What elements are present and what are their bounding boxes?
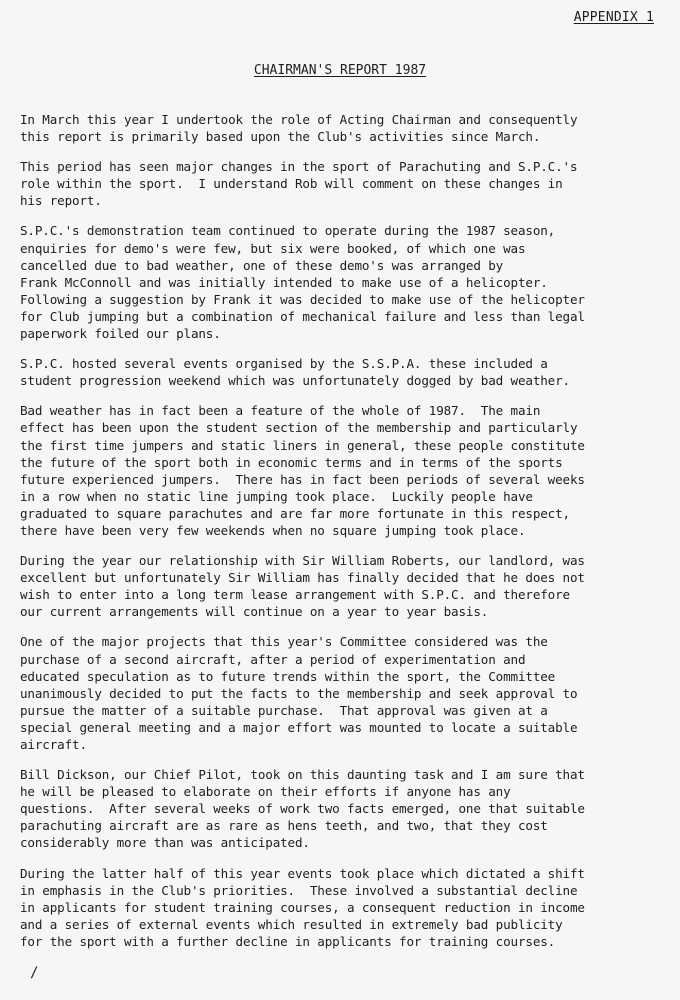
- text-line: Frank McConnoll and was initially intended to make use of a helicopter.: [20, 274, 548, 290]
- paragraph: [20, 222, 670, 342]
- text-line: in a row when no static line jumping took place. Luckily people have: [20, 488, 533, 504]
- text-line: S.P.C.'s demonstration team continued to operate during the 1987 season,: [20, 223, 556, 239]
- text-line: the future of the sport both in economic terms and in terms of the sports: [20, 454, 563, 470]
- paragraph: [20, 158, 670, 209]
- text-line: graduated to square parachutes and are far more fortunate in this respect,: [20, 505, 570, 521]
- text-line: pursue the matter of a suitable purchase. That approval was given at a: [20, 702, 548, 718]
- text-line: questions. After several weeks of work two facts emerged, one that suitable: [20, 801, 585, 817]
- appendix-label: APPENDIX 1: [573, 10, 654, 25]
- text-line: enquiries for demo's were few, but six were booked, of which one was: [20, 240, 526, 256]
- text-line: S.P.C. hosted several events organised by the S.S.P.A. these included a: [20, 356, 548, 372]
- paragraph: [20, 402, 670, 539]
- paragraph: [20, 766, 670, 851]
- text-line: unanimously decided to put the facts to the membership and seek approval to: [20, 685, 578, 701]
- text-line: aircraft.: [20, 737, 87, 752]
- text-line: for Club jumping but a combination of mechanical failure and less than legal: [20, 308, 585, 324]
- text-line: One of the major projects that this year's Committee considered was the: [20, 634, 548, 650]
- text-line: special general meeting and a major effort was mounted to locate a suitable: [20, 719, 578, 735]
- text-line: student progression weekend which was unfortunately dogged by bad weather.: [20, 373, 570, 389]
- text-line: in emphasis in the Club's priorities. These involved a substantial decline: [20, 882, 578, 898]
- text-line: paperwork foiled our plans.: [20, 326, 221, 342]
- text-line: this report is primarily based upon the Club's activities since March.: [20, 129, 541, 145]
- text-line: he will be pleased to elaborate on their efforts if anyone has any: [20, 784, 511, 800]
- text-line: role within the sport. I understand Rob will comment on these changes in: [20, 176, 563, 192]
- text-line: Following a suggestion by Frank it was decided to make use of the helicopter: [20, 291, 585, 307]
- text-line: parachuting aircraft are as rare as hens teeth, and two, that they cost: [20, 818, 548, 834]
- paragraph: [20, 633, 670, 753]
- text-line: educated speculation as to future trends within the sport, the Committee: [20, 668, 556, 684]
- page-mark: /: [30, 965, 39, 981]
- text-line: considerably more than was anticipated.: [20, 835, 310, 851]
- text-line: and a series of external events which resulted in extremely bad publicity: [20, 916, 563, 932]
- report-body: [20, 111, 670, 963]
- paragraph: [20, 865, 670, 950]
- text-line: the first time jumpers and static liners in general, these people constitute: [20, 437, 585, 453]
- text-line: During the latter half of this year events took place which dictated a shift: [20, 865, 585, 881]
- text-line: excellent but unfortunately Sir William has finally decided that he does not: [20, 570, 585, 586]
- text-line: there have been very few weekends when no square jumping took place.: [20, 522, 526, 538]
- text-line: Bill Dickson, our Chief Pilot, took on this daunting task and I am sure that: [20, 767, 585, 783]
- text-line: During the year our relationship with Sir William Roberts, our landlord, was: [20, 553, 585, 569]
- text-line: Bad weather has in fact been a feature of the whole of 1987. The main: [20, 403, 541, 419]
- text-line: In March this year I undertook the role of Acting Chairman and consequently: [20, 112, 578, 127]
- text-line: his report.: [20, 193, 102, 209]
- text-line: in applicants for student training courses, a consequent reduction in income: [20, 899, 585, 915]
- paragraph: [20, 552, 670, 620]
- text-line: wish to enter into a long term lease arrangement with S.P.C. and therefore: [20, 587, 570, 603]
- text-line: for the sport with a further decline in applicants for training courses.: [20, 933, 556, 949]
- report-title: CHAIRMAN'S REPORT 1987: [253, 63, 427, 78]
- text-line: our current arrangements will continue on a year to year basis.: [20, 604, 489, 620]
- text-line: future experienced jumpers. There has in fact been periods of several weeks: [20, 471, 585, 487]
- text-line: cancelled due to bad weather, one of these demo's was arranged by: [20, 257, 504, 273]
- text-line: effect has been upon the student section of the membership and particularly: [20, 420, 578, 436]
- text-line: This period has seen major changes in the sport of Parachuting and S.P.C.'s: [20, 159, 578, 175]
- paragraph: [20, 355, 670, 389]
- text-line: purchase of a second aircraft, after a period of experimentation and: [20, 651, 526, 667]
- paragraph: [20, 111, 670, 145]
